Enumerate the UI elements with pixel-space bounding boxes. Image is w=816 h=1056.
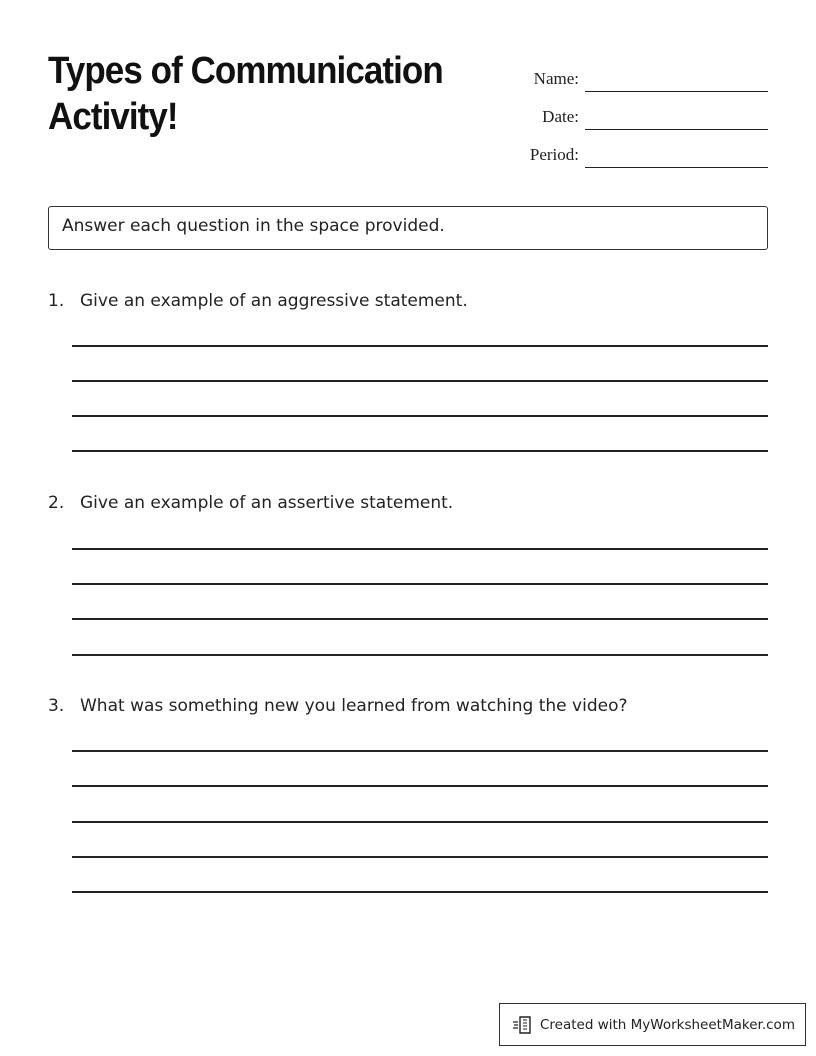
footer-credit[interactable] [499,1003,806,1046]
question-3 [48,695,768,717]
question-number: 2. [48,493,65,513]
worksheet-title [48,48,443,140]
answer-line[interactable] [72,450,768,452]
answer-line[interactable] [72,891,768,893]
question-number: 3. [48,696,65,716]
question-text: Give an example of an aggressive statement. [80,291,468,311]
date-input-line[interactable] [585,108,768,130]
answer-line[interactable] [72,654,768,656]
question-1 [48,290,768,312]
question-number: 1. [48,291,65,311]
period-field[interactable] [520,128,768,166]
title-line-1: Types of Communication [48,50,443,92]
period-label: Period: [529,145,579,164]
name-input-line[interactable] [585,70,768,92]
answer-line[interactable] [72,856,768,858]
date-label: Date: [542,107,579,126]
answer-line[interactable] [72,821,768,823]
answer-line[interactable] [72,785,768,787]
instructions-box: Answer each question in the space provided. [48,206,768,250]
question-text: Give an example of an assertive statement. [80,493,454,513]
answer-line[interactable] [72,548,768,550]
question-text: What was something new you learned from watching the video? [80,696,628,716]
question-2 [48,492,768,514]
student-info-fields [520,52,768,166]
answer-line[interactable] [72,750,768,752]
worksheet-maker-logo-icon [512,1015,534,1035]
footer-text[interactable]: Created with MyWorksheetMaker.com [540,1016,795,1033]
name-field[interactable] [520,52,768,90]
name-label: Name: [533,69,579,88]
answer-line[interactable] [72,415,768,417]
date-field[interactable] [520,90,768,128]
answer-line[interactable] [72,618,768,620]
answer-line[interactable] [72,380,768,382]
title-line-2: Activity! [48,96,178,138]
answer-line[interactable] [72,345,768,347]
period-input-line[interactable] [585,146,768,168]
answer-line[interactable] [72,583,768,585]
